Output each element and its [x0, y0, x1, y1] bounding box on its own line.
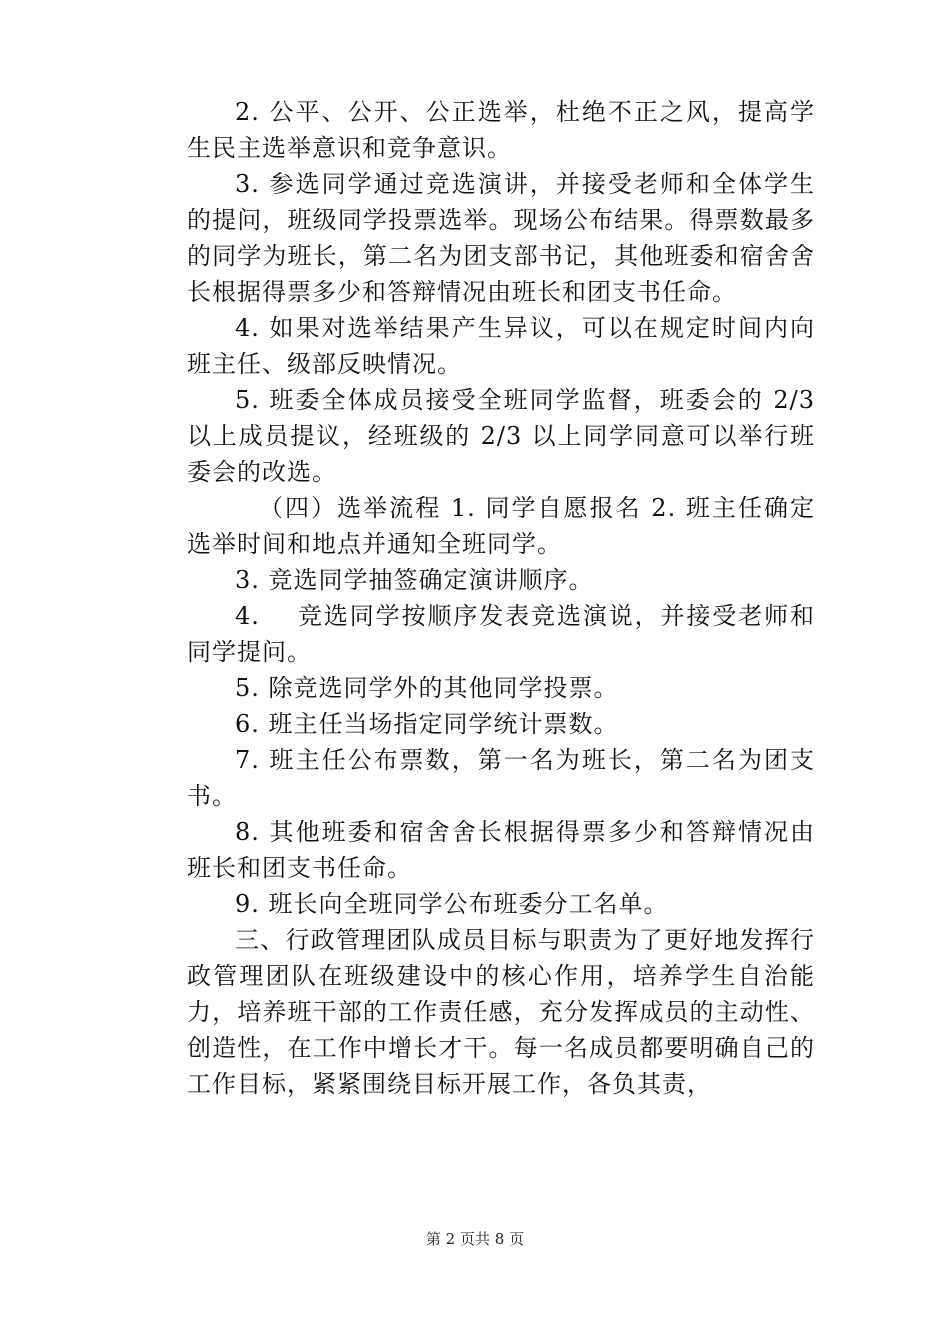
- paragraph-step-6: 6. 班主任当场指定同学统计票数。: [235, 710, 619, 738]
- paragraph-election-process: （四）选举流程 1. 同学自愿报名 2. 班主任确定选举时间和地点并通知全班同学。: [187, 494, 815, 558]
- paragraph-step-3: 3. 竞选同学抽签确定演讲顺序。: [235, 566, 594, 594]
- paragraph-item-2: 2. 公平、公开、公正选举，杜绝不正之风，提高学生民主选举意识和竞争意识。: [187, 98, 815, 162]
- paragraph-step-9: 9. 班长向全班同学公布班委分工名单。: [235, 890, 669, 918]
- paragraph-step-8: 8. 其他班委和宿舍舍长根据得票多少和答辩情况由班长和团支书任命。: [187, 818, 815, 882]
- page-number-footer: 第 2 页共 8 页: [425, 1230, 525, 1248]
- paragraph-step-5: 5. 除竞选同学外的其他同学投票。: [235, 674, 619, 702]
- paragraph-section-three: 三、行政管理团队成员目标与职责为了更好地发挥行政管理团队在班级建设中的核心作用，培养学生自治能力，培养班干部的工作责任感，充分发挥成员的主动性、创造性，在工作中增长才干。每一名成员都要明确自己的工作目标，紧紧围绕目标开展工作，各负其责，: [187, 926, 815, 1098]
- paragraph-item-5: 5. 班委全体成员接受全班同学监督，班委会的 2/3 以上成员提议，经班级的 2/3 以上同学同意可以举行班委会的改选。: [187, 386, 815, 486]
- paragraph-step-7: 7. 班主任公布票数，第一名为班长，第二名为团支书。: [187, 746, 815, 810]
- paragraph-step-4: 4. 竞选同学按顺序发表竞选演说，并接受老师和同学提问。: [187, 602, 815, 666]
- paragraph-item-3: 3. 参选同学通过竞选演讲，并接受老师和全体学生的提问，班级同学投票选举。现场公布结果。得票数最多的同学为班长，第二名为团支部书记，其他班委和宿舍舍长根据得票多少和答辩情况由班长和团支书任命。: [187, 170, 815, 306]
- document-body: [187, 94, 815, 1102]
- paragraph-item-4: 4. 如果对选举结果产生异议，可以在规定时间内向班主任、级部反映情况。: [187, 314, 815, 378]
